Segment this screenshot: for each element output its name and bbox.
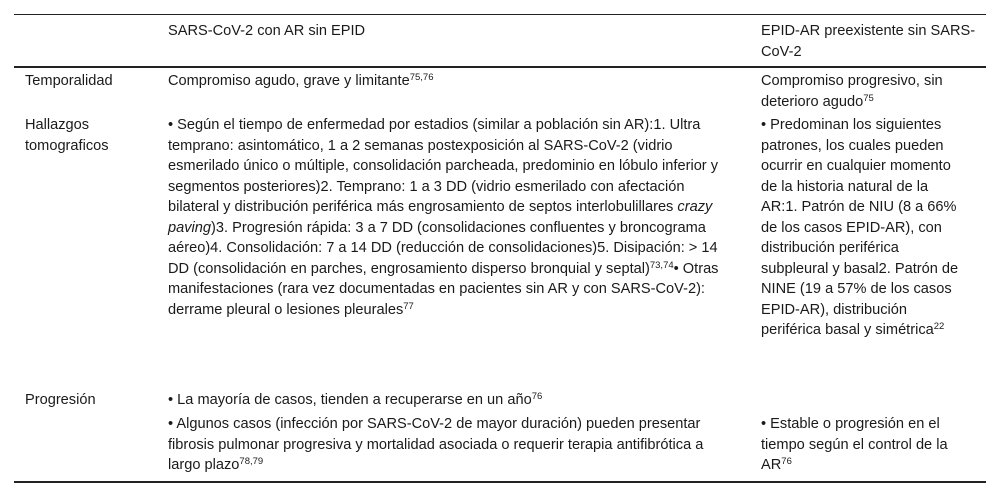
hallazgos-col2-italic: crazy paving [168,199,713,236]
hallazgos-col2-part-b: )3. Progresión rápida: 3 a 7 DD (consolidaciones confluentes y broncograma aéreo)4. Consolidación: 7 a 14 DD (reducción de consolidaciones)5. Disipación: > 14 DD (consolidación en parches, engrosamiento disperso bronquial y septal) [168,219,718,277]
progresion-col3-ref: 76 [781,456,792,467]
row-label-temporalidad: Temporalidad [25,73,113,89]
hallazgos-col3-ref: 22 [933,321,945,332]
temporalidad-col3-ref: 75 [863,92,874,104]
temporalidad-col3 [761,71,976,112]
temporalidad-col2-text: Compromiso agudo, grave y limitante [168,73,410,89]
header-col3: EPID-AR preexistente sin SARS-CoV-2 [761,23,976,60]
hallazgos-col2-part-a: • Según el tiempo de enfermedad por estadios (similar a población sin AR):1. Ultra temprano: asintomático, 1 a 2 semanas postexposición al SARS-CoV-2 (vidrio esmerilado único o múltiple, consolidación parcheada, predominio en lóbulo inferior y segmentos posteriores)2. Temprano: 1 a 3 DD (vidrio esmerilado con afectación bilateral y distribución periférica más engrosamiento de septos interlobulillares [168,117,719,215]
hallazgos-col2 [168,115,728,320]
row-label-hallazgos: Hallazgos tomograficos [25,117,109,154]
hallazgos-col2-ref1: 73,74 [649,259,674,271]
header-col2: SARS-CoV-2 con AR sin EPID [168,23,366,39]
progresion-col2-p2-text: • Algunos casos (infección por SARS-CoV-2 de mayor duración) pueden presentar fibrosis pulmonar progresiva y mortalidad asociada o requerir terapia antifibrótica a largo plazo [168,416,704,473]
progresion-col2-p2-ref: 78,79 [239,456,264,467]
row-label-progresion: Progresión [25,392,96,408]
progresion-col2-p1-ref: 76 [531,391,543,402]
temporalidad-col2-ref: 75,76 [409,72,434,83]
progresion-col2-p1 [168,390,728,411]
hallazgos-col3-text: • Predominan los siguientes patrones, los cuales pueden ocurrir en cualquier momento de la historia natural de la AR:1. Patrón de NIU (8 a 66% de los casos EPID-AR), con distribución periférica subpleural y basal2. Patrón de NINE (19 a 57% de los casos EPID-AR), distribución periférica basal y simétrica [761,117,959,338]
table-top-rule [14,14,986,15]
progresion-col2-p2 [168,414,728,476]
progresion-col2-p1-text: • La mayoría de casos, tienden a recuperarse en un año [168,392,532,408]
temporalidad-col3-text: Compromiso progresivo, sin deterioro agudo [761,73,943,110]
hallazgos-col2-part-c: • Otras manifestaciones (rara vez documentadas en pacientes sin AR y con SARS-CoV-2): derrame pleural o lesiones pleurales [168,260,719,318]
hallazgos-col2-ref2: 77 [403,300,414,312]
hallazgos-col3 [761,115,961,341]
table-header-rule [14,66,986,68]
temporalidad-col2 [168,71,728,92]
progresion-col3-text: • Estable o progresión en el tiempo según el control de la AR [761,416,948,473]
table-bottom-rule [14,481,986,483]
progresion-col3 [761,414,961,476]
